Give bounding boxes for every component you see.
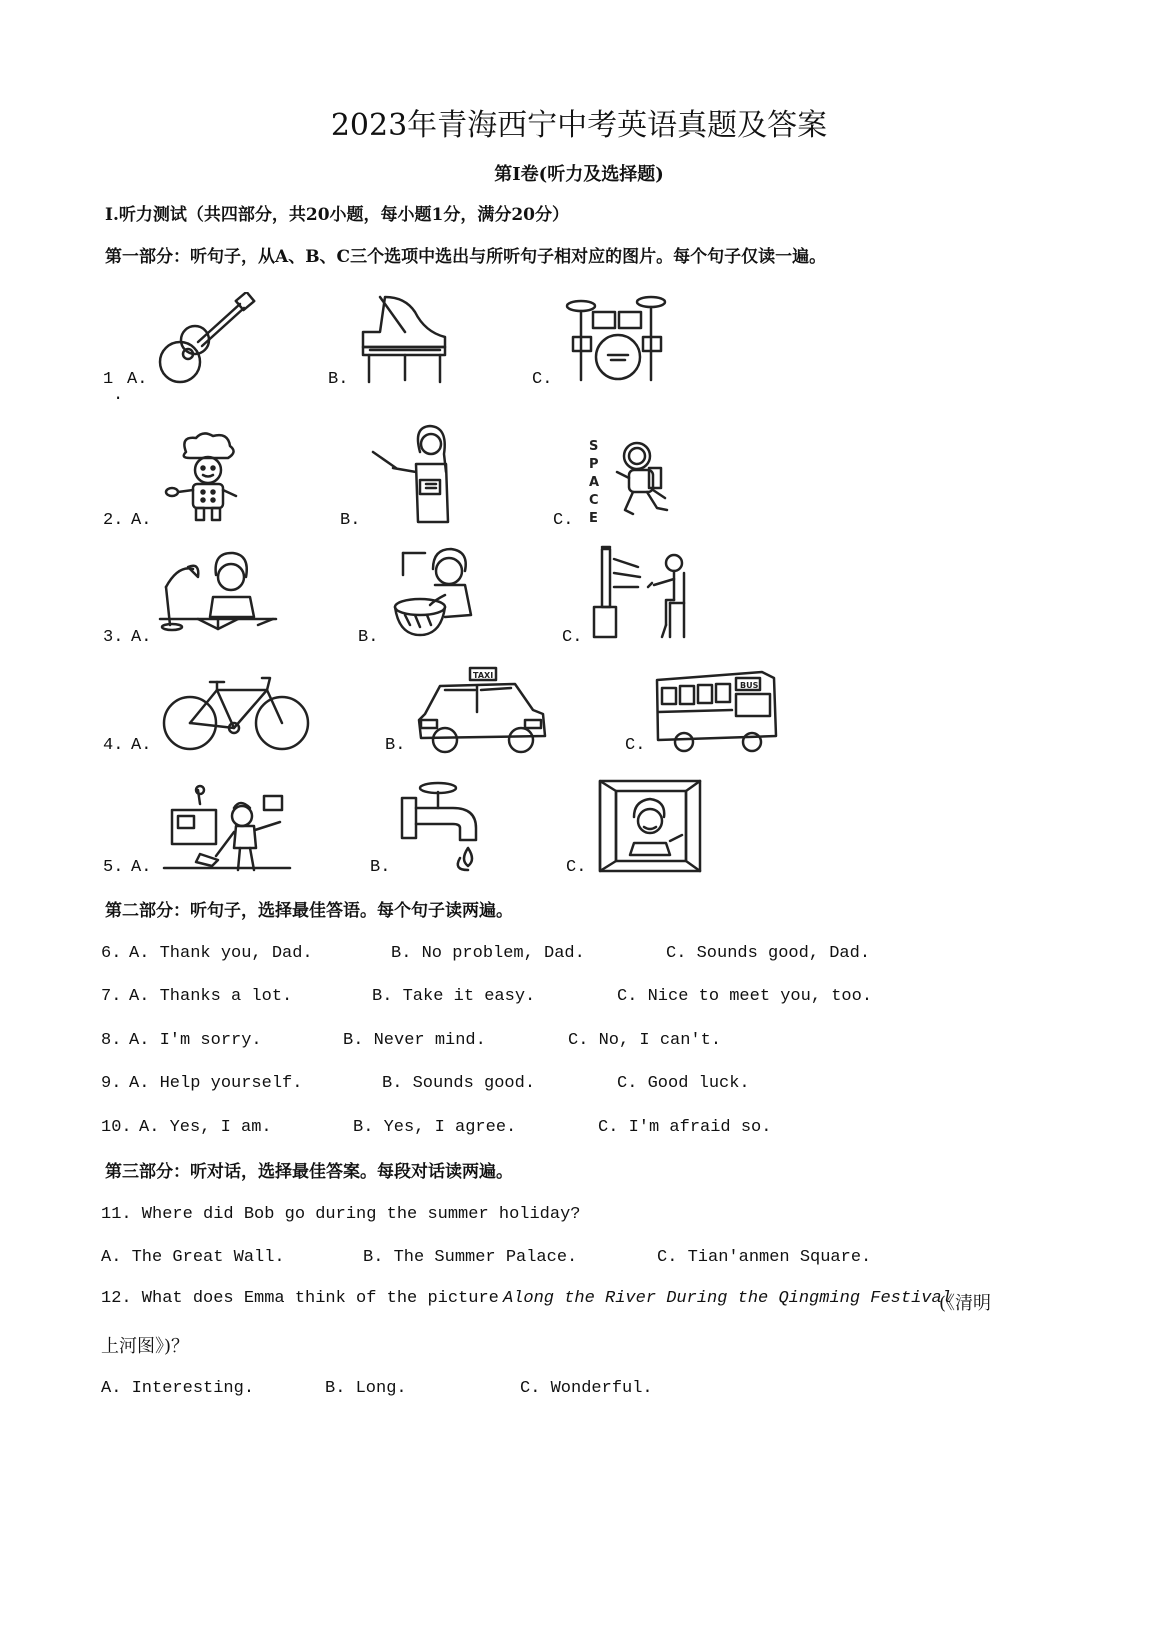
studying-boy-icon[interactable] [158,547,278,642]
space-letter: S [589,439,599,454]
sweeping-girl-icon[interactable] [160,782,295,874]
space-letter: A [589,475,600,490]
option-b[interactable]: B. Long. [325,1379,407,1398]
tv-watching-icon[interactable] [590,545,700,643]
question-12-stem-line2: 上河图》)？ [101,1336,190,1357]
space-letter: C [589,493,599,508]
option-c[interactable]: C. Tian'anmen Square. [657,1248,872,1267]
question-number: 7. [101,987,122,1006]
window-boy-icon[interactable] [598,777,704,875]
part1-heading: 第一部分：听句子，从A、B、C三个选项中选出与所听句子相对应的图片。每个句子仅读一遍。 [105,247,827,267]
taxi-icon[interactable] [415,664,550,756]
option-a[interactable]: A. Thank you, Dad. [129,944,313,963]
taxi-sign-text: TAXI [473,671,494,680]
question-number: 5. [103,858,124,877]
washing-boy-icon[interactable] [385,545,485,645]
option-b-label[interactable]: B. [385,736,406,755]
option-c-label[interactable]: C. [532,370,553,389]
option-c[interactable]: C. Wonderful. [520,1379,653,1398]
question-stem-end: (《清明 [939,1293,992,1314]
option-b[interactable]: B. Sounds good. [382,1074,536,1093]
piano-icon[interactable] [355,292,455,387]
teacher-icon[interactable] [368,422,468,527]
option-c[interactable]: C. No, I can't. [568,1031,722,1050]
question-number: 10. [101,1118,132,1137]
page-subtitle: 第Ⅰ卷(听力及选择题) [494,164,664,185]
option-c-label[interactable]: C. [553,511,574,530]
option-b-label[interactable]: B. [358,628,379,647]
part2-heading: 第二部分：听句子，选择最佳答语。每个句子读两遍。 [105,901,513,921]
option-c-label[interactable]: C. [566,858,587,877]
option-b[interactable]: B. No problem, Dad. [391,944,585,963]
option-a[interactable]: A. Help yourself. [129,1074,303,1093]
option-b-label[interactable]: B. [340,511,361,530]
question-number: 3. [103,628,124,647]
option-c-label[interactable]: C. [562,628,583,647]
option-c[interactable]: C. I'm afraid so. [598,1118,772,1137]
drums-icon[interactable] [563,292,673,387]
question-number: 9. [101,1074,122,1093]
page-title: 2023年青海西宁中考英语真题及答案 [330,108,828,143]
question-number: 2. [103,511,124,530]
option-c[interactable]: C. Sounds good, Dad. [666,944,871,963]
section-heading: I.听力测试（共四部分，共20小题，每小题1分，满分20分） [105,205,570,225]
option-b[interactable]: B. The Summer Palace. [363,1248,578,1267]
astronaut-icon[interactable] [585,432,685,527]
painting-title: Along the River During the Qingming Festival [503,1289,952,1308]
tap-icon[interactable] [398,778,493,873]
part3-heading: 第三部分：听对话，选择最佳答案。每段对话读两遍。 [105,1162,513,1182]
option-a-label[interactable]: A. [127,370,148,389]
question-number: 6. [101,944,122,963]
question-number-dot: . [113,386,124,405]
option-a[interactable]: A. I'm sorry. [129,1031,262,1050]
question-stem-start: 12. What does Emma think of the picture [101,1289,510,1308]
option-a-label[interactable]: A. [131,736,152,755]
guitar-icon[interactable] [150,292,260,387]
option-b-label[interactable]: B. [328,370,349,389]
question-stem: 11. Where did Bob go during the summer holiday? [101,1205,581,1224]
option-a[interactable]: A. Thanks a lot. [129,987,293,1006]
option-a-label[interactable]: A. [131,511,152,530]
bicycle-icon[interactable] [162,668,312,758]
option-b[interactable]: B. Yes, I agree. [353,1118,517,1137]
option-c-label[interactable]: C. [625,736,646,755]
chef-icon[interactable] [158,430,258,525]
question-number: 1 [103,370,114,389]
space-letter: P [589,457,599,472]
option-a[interactable]: A. Interesting. [101,1379,255,1398]
bus-icon[interactable] [652,668,782,753]
option-a-label[interactable]: A. [131,628,152,647]
question-number: 8. [101,1031,122,1050]
option-a[interactable]: A. Yes, I am. [139,1118,272,1137]
option-c[interactable]: C. Nice to meet you, too. [617,987,873,1006]
space-letter: E [589,511,598,526]
option-b[interactable]: B. Never mind. [343,1031,486,1050]
question-number: 4. [103,736,124,755]
option-c[interactable]: C. Good luck. [617,1074,750,1093]
question-12-stem [101,1289,1065,1314]
option-a-label[interactable]: A. [131,858,152,877]
option-b-label[interactable]: B. [370,858,391,877]
option-a[interactable]: A. The Great Wall. [101,1248,285,1267]
bus-sign-text: BUS [740,681,759,690]
option-b[interactable]: B. Take it easy. [372,987,536,1006]
